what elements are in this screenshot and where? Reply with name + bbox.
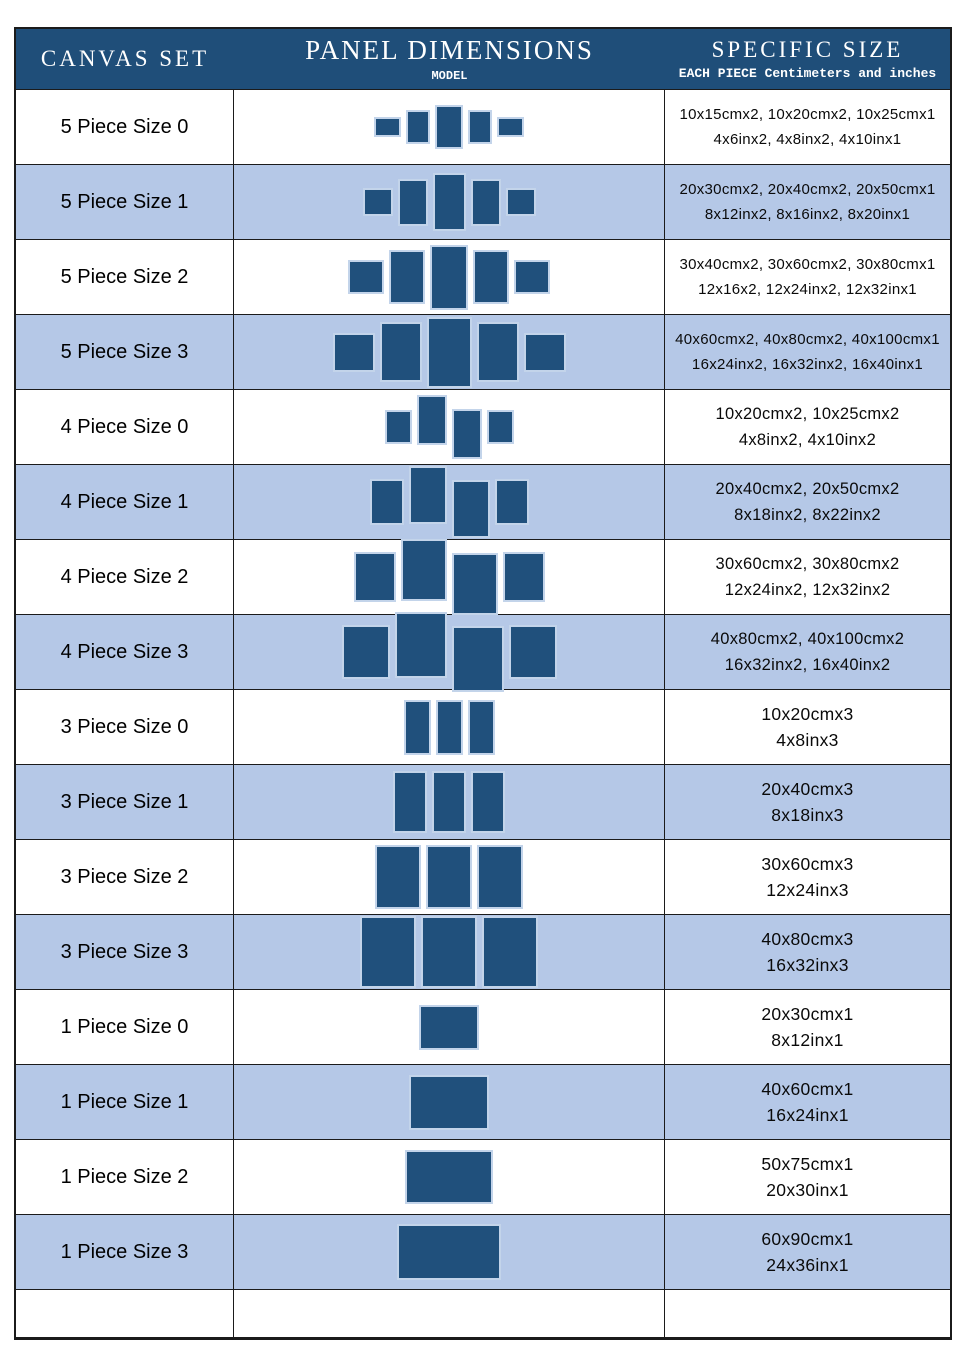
size-cm: 30x60cmx3 [761, 854, 854, 874]
specific-size-cell [665, 540, 950, 614]
canvas-panel [370, 479, 404, 525]
model-subtitle: MODEL [431, 69, 468, 83]
panel-model-cell [234, 690, 665, 764]
row-label: 1 Piece Size 1 [60, 1090, 189, 1113]
row-label: 5 Piece Size 2 [60, 265, 189, 288]
size-cm: 10x20cmx2, 10x25cmx2 [715, 405, 900, 423]
size-cm: 10x15cmx2, 10x20cmx2, 10x25cmx1 [679, 106, 936, 123]
size-inch: 16x24inx1 [766, 1105, 849, 1125]
size-inch: 4x6inx2, 4x8inx2, 4x10inx1 [713, 131, 902, 148]
canvas-set-cell [16, 90, 234, 164]
table-row [16, 840, 950, 915]
table-row [16, 90, 950, 165]
panel-model-cell [234, 1065, 665, 1139]
size-cm: 30x40cmx2, 30x60cmx2, 30x80cmx1 [679, 256, 936, 273]
panel-model [234, 1215, 664, 1289]
size-cm: 20x30cmx1 [761, 1004, 854, 1024]
panel-model-cell [234, 540, 665, 614]
canvas-panel [380, 322, 422, 382]
size-inch: 8x18inx2, 8x22inx2 [734, 506, 881, 524]
panel-model [234, 390, 664, 464]
specific-size-cell [665, 390, 950, 464]
table-row [16, 990, 950, 1065]
size-cm: 60x90cmx1 [761, 1229, 854, 1249]
canvas-panel [397, 1224, 501, 1280]
size-cm: 10x20cmx3 [761, 704, 854, 724]
canvas-panel [395, 612, 447, 678]
canvas-panel [503, 552, 545, 602]
panel-model [234, 1140, 664, 1214]
canvas-panel [487, 410, 514, 444]
table-row [16, 1065, 950, 1140]
canvas-set-cell [16, 615, 234, 689]
specific-size-cell [665, 990, 950, 1064]
canvas-set-cell [16, 1215, 234, 1289]
panel-model [234, 990, 664, 1064]
empty-cell [16, 1290, 234, 1337]
specific-size-cell [665, 1215, 950, 1289]
panel-model-cell [234, 315, 665, 389]
canvas-set-cell [16, 840, 234, 914]
panel-model [234, 840, 664, 914]
panel-model [234, 1065, 664, 1139]
empty-row [16, 1290, 950, 1337]
row-label: 3 Piece Size 3 [60, 940, 189, 963]
row-label: 3 Piece Size 2 [60, 865, 189, 888]
canvas-panel [495, 479, 529, 525]
size-inch: 8x12inx2, 8x16inx2, 8x20inx1 [704, 206, 911, 223]
table-row [16, 765, 950, 840]
specific-size-title: SPECIFIC SIZE [711, 37, 904, 62]
panel-model-cell [234, 990, 665, 1064]
panel-model [234, 90, 664, 164]
size-inch: 12x16x2, 12x24inx2, 12x32inx1 [698, 281, 917, 298]
header-cell-panel-dimensions [234, 29, 665, 89]
panel-dimensions-title: PANEL DIMENSIONS [305, 35, 594, 65]
size-inch: 24x36inx1 [766, 1255, 849, 1275]
canvas-set-cell [16, 915, 234, 989]
specific-size-cell [665, 765, 950, 839]
canvas-panel [452, 553, 498, 615]
table-row [16, 240, 950, 315]
table-row [16, 1140, 950, 1215]
canvas-panel [477, 322, 519, 382]
canvas-panel [427, 317, 472, 388]
row-label: 1 Piece Size 2 [60, 1165, 189, 1188]
specific-size-cell [665, 90, 950, 164]
canvas-panel [436, 700, 463, 755]
canvas-set-cell [16, 465, 234, 539]
panel-model-cell [234, 840, 665, 914]
table-row [16, 390, 950, 465]
header-cell-specific-size [665, 29, 950, 89]
canvas-panel [524, 333, 566, 372]
canvas-panel [419, 1005, 479, 1050]
canvas-panel [452, 626, 504, 692]
canvas-panel [430, 245, 468, 310]
row-label: 4 Piece Size 3 [60, 640, 189, 663]
size-cm: 40x80cmx2, 40x100cmx2 [710, 630, 905, 648]
canvas-set-cell [16, 1065, 234, 1139]
canvas-panel [435, 105, 463, 149]
row-label: 4 Piece Size 0 [60, 415, 189, 438]
empty-cell [234, 1290, 665, 1337]
canvas-panel [482, 916, 538, 988]
panel-model [234, 690, 664, 764]
canvas-panel [393, 771, 427, 833]
canvas-panel [506, 188, 536, 216]
canvas-panel [514, 260, 550, 294]
canvas-panel [348, 260, 384, 294]
size-inch: 8x12inx1 [771, 1030, 844, 1050]
canvas-set-cell [16, 315, 234, 389]
table-header [16, 29, 950, 90]
canvas-panel [473, 250, 509, 304]
panel-model [234, 165, 664, 239]
canvas-panel [417, 395, 447, 445]
canvas-panel [497, 117, 524, 137]
specific-size-cell [665, 315, 950, 389]
size-inch: 8x18inx3 [771, 805, 844, 825]
table-row [16, 915, 950, 990]
empty-cell [665, 1290, 950, 1337]
canvas-panel [471, 771, 505, 833]
canvas-panel [409, 1075, 489, 1130]
row-label: 3 Piece Size 0 [60, 715, 189, 738]
panel-model-cell [234, 390, 665, 464]
canvas-panel [385, 410, 412, 444]
panel-model [234, 615, 664, 689]
panel-model-cell [234, 1140, 665, 1214]
panel-model [234, 765, 664, 839]
size-cm: 40x60cmx2, 40x80cmx2, 40x100cmx1 [675, 331, 940, 348]
size-inch: 16x24inx2, 16x32inx2, 16x40inx1 [691, 356, 924, 373]
canvas-panel [468, 700, 495, 755]
canvas-set-cell [16, 540, 234, 614]
table-row [16, 540, 950, 615]
panel-model [234, 465, 664, 539]
canvas-panel [401, 539, 447, 601]
canvas-panel [389, 250, 425, 304]
canvas-set-cell [16, 1140, 234, 1214]
canvas-set-cell [16, 990, 234, 1064]
canvas-panel [432, 771, 466, 833]
canvas-panel [342, 625, 390, 679]
specific-size-cell [665, 615, 950, 689]
panel-model [234, 540, 664, 614]
canvas-panel [468, 110, 492, 144]
panel-model-cell [234, 615, 665, 689]
panel-model-cell [234, 165, 665, 239]
canvas-panel [374, 117, 401, 137]
specific-size-cell [665, 465, 950, 539]
table-row [16, 690, 950, 765]
row-label: 1 Piece Size 3 [60, 1240, 189, 1263]
specific-size-cell [665, 1065, 950, 1139]
size-inch: 4x8inx3 [776, 730, 839, 750]
specific-size-cell [665, 165, 950, 239]
size-inch: 16x32inx2, 16x40inx2 [724, 656, 891, 674]
table-row [16, 1215, 950, 1290]
canvas-panel [471, 179, 501, 226]
canvas-panel [477, 845, 523, 909]
canvas-panel [421, 916, 477, 988]
canvas-panel [354, 552, 396, 602]
canvas-panel [433, 173, 466, 231]
size-cm: 40x60cmx1 [761, 1079, 854, 1099]
canvas-panel [452, 480, 490, 538]
canvas-panel [375, 845, 421, 909]
canvas-panel [360, 916, 416, 988]
panel-model-cell [234, 915, 665, 989]
canvas-panel [363, 188, 393, 216]
canvas-set-cell [16, 240, 234, 314]
specific-size-cell [665, 240, 950, 314]
size-cm: 40x80cmx3 [761, 929, 854, 949]
size-inch: 16x32inx3 [766, 955, 849, 975]
size-inch: 12x24inx3 [766, 880, 849, 900]
row-label: 5 Piece Size 3 [60, 340, 189, 363]
canvas-panel [452, 409, 482, 459]
table-row [16, 315, 950, 390]
panel-model-cell [234, 765, 665, 839]
panel-model [234, 915, 664, 989]
canvas-set-cell [16, 690, 234, 764]
size-cm: 20x40cmx2, 20x50cmx2 [715, 480, 900, 498]
row-label: 1 Piece Size 0 [60, 1015, 189, 1038]
canvas-set-cell [16, 390, 234, 464]
size-cm: 50x75cmx1 [761, 1154, 854, 1174]
table-row [16, 465, 950, 540]
header-cell-canvas-set [16, 29, 234, 89]
canvas-panel [398, 179, 428, 226]
panel-model-cell [234, 240, 665, 314]
size-cm: 20x40cmx3 [761, 779, 854, 799]
row-label: 5 Piece Size 1 [60, 190, 189, 213]
canvas-set-cell [16, 165, 234, 239]
specific-size-cell [665, 690, 950, 764]
row-label: 5 Piece Size 0 [60, 115, 189, 138]
table-row [16, 165, 950, 240]
canvas-panel [405, 1150, 493, 1204]
canvas-panel [426, 845, 472, 909]
canvas-panel [509, 625, 557, 679]
canvas-panel [333, 333, 375, 372]
size-inch: 12x24inx2, 12x32inx2 [724, 581, 891, 599]
specific-size-cell [665, 840, 950, 914]
canvas-panel [409, 466, 447, 524]
size-chart-table [14, 27, 952, 1340]
panel-model [234, 315, 664, 389]
canvas-panel [406, 110, 430, 144]
table-row [16, 615, 950, 690]
panel-model-cell [234, 1215, 665, 1289]
size-cm: 30x60cmx2, 30x80cmx2 [715, 555, 900, 573]
row-label: 3 Piece Size 1 [60, 790, 189, 813]
canvas-set-cell [16, 765, 234, 839]
specific-size-cell [665, 915, 950, 989]
specific-size-subtitle: EACH PIECE Centimeters and inches [678, 66, 937, 81]
size-cm: 20x30cmx2, 20x40cmx2, 20x50cmx1 [679, 181, 936, 198]
panel-model [234, 240, 664, 314]
panel-model-cell [234, 465, 665, 539]
row-label: 4 Piece Size 2 [60, 565, 189, 588]
table-body [16, 90, 950, 1290]
size-inch: 4x8inx2, 4x10inx2 [738, 431, 877, 449]
size-inch: 20x30inx1 [766, 1180, 849, 1200]
canvas-set-title: CANVAS SET [40, 46, 210, 71]
specific-size-cell [665, 1140, 950, 1214]
canvas-panel [404, 700, 431, 755]
panel-model-cell [234, 90, 665, 164]
row-label: 4 Piece Size 1 [60, 490, 189, 513]
